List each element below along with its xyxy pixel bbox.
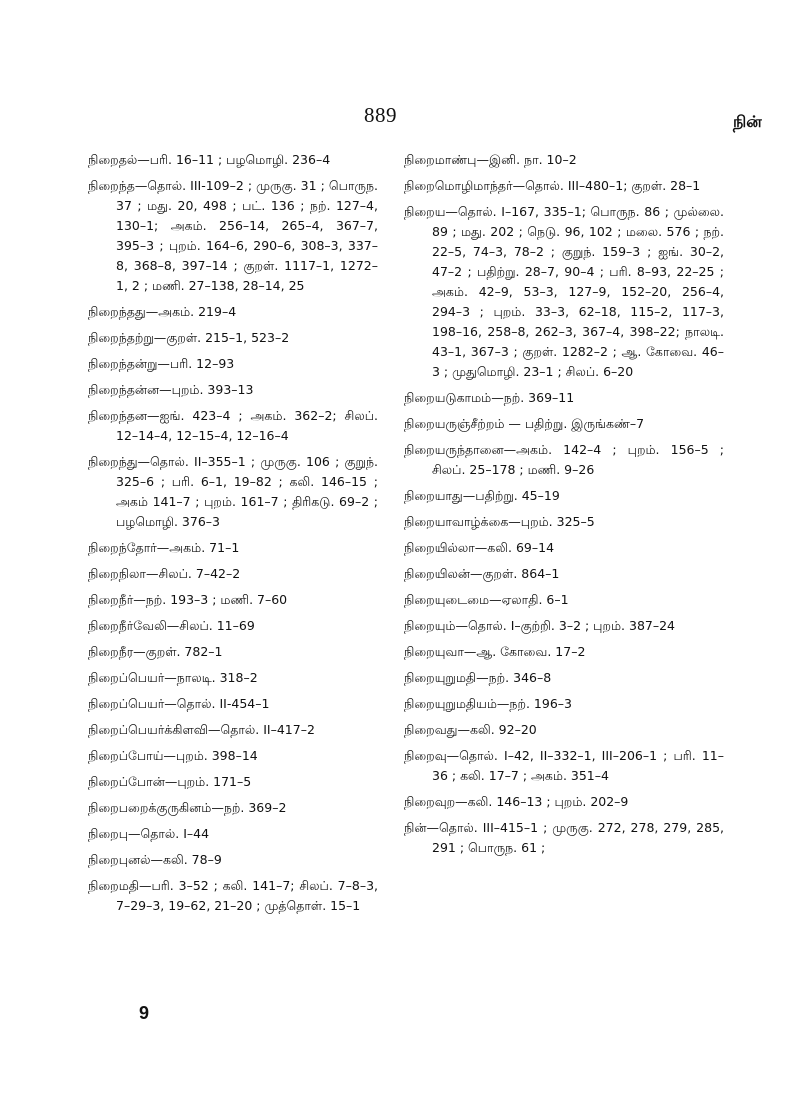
index-entry: நிறைந்தன்ன—புறம். 393–13 xyxy=(88,382,254,397)
index-entry: நிறைப்பெயர்—நாலடி. 318–2 xyxy=(88,670,258,685)
index-entry: நிறைவது—கலி. 92–20 xyxy=(404,722,537,737)
index-entry: நிறைந்தற்று—குறள். 215–1, 523–2 xyxy=(88,330,290,345)
index-entry: நிறையுறுமதி—நற். 346–8 xyxy=(404,670,552,685)
index-entry: நிறைபு—தொல். I–44 xyxy=(88,826,210,841)
index-entry: நிறைவு—தொல். I–42, II–332–1, III–206–1 ; பரி. 11–36 ; கலி. 17–7 ; அகம். 351–4 xyxy=(404,748,724,783)
index-entry: நிறைநிலா—சிலப். 7–42–2 xyxy=(88,566,241,581)
left-column xyxy=(88,150,378,922)
index-entry: நிறையில்லா—கலி. 69–14 xyxy=(404,540,555,555)
index-entry: நின்—தொல். III–415–1 ; முருகு. 272, 278, 279, 285, 291 ; பொருந. 61 ; xyxy=(404,820,724,855)
index-entry: நிறைமாண்பு—இனி. நா. 10–2 xyxy=(404,152,577,167)
index-entry: நிறைப்பெயர்—தொல். II-454–1 xyxy=(88,696,270,711)
index-entry: நிறைந்து—தொல். II–355–1 ; முருகு. 106 ; குறுந். 325–6 ; பரி. 6–1, 19–82 ; கலி. 146–15 ; அகம் 141–7 ; புறம். 161–7 ; திரிகடு. 69–2 ; பழமொழி. 376–3 xyxy=(88,454,378,529)
index-entry: நிறையாவாழ்க்கை—புறம். 325–5 xyxy=(404,514,595,529)
index-entry: நிறையுறுமதியம்—நற். 196–3 xyxy=(404,696,572,711)
index-entry: நிறையாது—பதிற்று. 45–19 xyxy=(404,488,560,503)
index-entry: நிறைமதி—பரி. 3–52 ; கலி. 141–7; சிலப். 7–8–3, 7–29–3, 19–62, 21–20 ; முத்தொள். 15–1 xyxy=(88,878,378,913)
right-column xyxy=(404,150,724,864)
page-number: 889 xyxy=(364,103,397,127)
index-entry: நிறைந்த—தொல். III-109–2 ; முருகு. 31 ; பொருந. 37 ; மது. 20, 498 ; பட். 136 ; நற். 127–4, 130–1; அகம். 256–14, 265–4, 367–7, 395–3 ; புறம். 164–6, 290–6, 308–3, 337–8, 368–8, 397–14 ; குறள். 1117–1, 1272–1, 2 ; மணி. 27–138, 28–14, 25 xyxy=(88,178,378,293)
running-head: நின் xyxy=(733,112,762,131)
index-entry: நிறைபுனல்—கலி. 78–9 xyxy=(88,852,222,867)
index-entry: நிறைந்தோர்—அகம். 71–1 xyxy=(88,540,240,555)
index-entry: நிறைப்பெயர்க்கிளவி—தொல். II–417–2 xyxy=(88,722,315,737)
index-entry: நிறையிலன்—குறள். 864–1 xyxy=(404,566,560,581)
index-entry: நிறைப்போய்—புறம். 398–14 xyxy=(88,748,258,763)
index-entry: நிறையருந்தானை—அகம். 142–4 ; புறம். 156–5 ; சிலப். 25–178 ; மணி. 9–26 xyxy=(404,442,724,477)
index-entry: நிறையடுகாமம்—நற். 369–11 xyxy=(404,390,575,405)
index-entry: நிறையருஞ்சீற்றம் — பதிற்று. இருங்கண்–7 xyxy=(404,416,645,431)
index-entry: நிறைய—தொல். I–167, 335–1; பொருந. 86 ; முல்லை. 89 ; மது. 202 ; நெடு. 96, 102 ; மலை. 576 ; நற். 22–5, 74–3, 78–2 ; குறுந். 159–3 ; ஐங். 30–2, 47–2 ; பதிற்று. 28–7, 90–4 ; பரி. 8–93, 22–25 ; அகம். 42–9, 53–3, 127–9, 152–20, 256–4, 294–3 ; புறம். 33–3, 62–18, 115–2, 117–3, 198–16, 258–8, 262–3, 367–4, 398–22; நாலடி. 43–1, 367–3 ; குறள். 1282–2 ; ஆ. கோவை. 46–3 ; முதுமொழி. 23–1 ; சிலப். 6–20 xyxy=(404,204,724,379)
index-entry: நிறைமொழிமாந்தர்—தொல். III–480–1; குறள். 28–1 xyxy=(404,178,701,193)
index-entry: நிறையுவா—ஆ. கோவை. 17–2 xyxy=(404,644,586,659)
index-entry: நிறைந்தன—ஐங். 423–4 ; அகம். 362–2; சிலப். 12–14–4, 12–15–4, 12–16–4 xyxy=(88,408,378,443)
index-entry: நிறைநீர—குறள். 782–1 xyxy=(88,644,223,659)
index-entry: நிறைந்தன்று—பரி. 12–93 xyxy=(88,356,235,371)
index-entry: நிறைவுற—கலி. 146–13 ; புறம். 202–9 xyxy=(404,794,629,809)
index-entry: நிறைப்போன்—புறம். 171–5 xyxy=(88,774,252,789)
index-entry: நிறைபறைக்குருகினம்—நற். 369–2 xyxy=(88,800,287,815)
index-entry: நிறைதல்—பரி. 16–11 ; பழமொழி. 236–4 xyxy=(88,152,331,167)
index-entry: நிறைநீர்—நற். 193–3 ; மணி. 7–60 xyxy=(88,592,288,607)
index-entry: நிறையுடைமை—ஏலாதி. 6–1 xyxy=(404,592,569,607)
signature-mark: 9 xyxy=(139,1003,150,1023)
index-entry: நிறைந்தது—அகம். 219–4 xyxy=(88,304,237,319)
index-entry: நிறையும்—தொல். I–குற்றி. 3–2 ; புறம். 387–24 xyxy=(404,618,676,633)
index-entry: நிறைநீர்வேலி—சிலப். 11–69 xyxy=(88,618,255,633)
